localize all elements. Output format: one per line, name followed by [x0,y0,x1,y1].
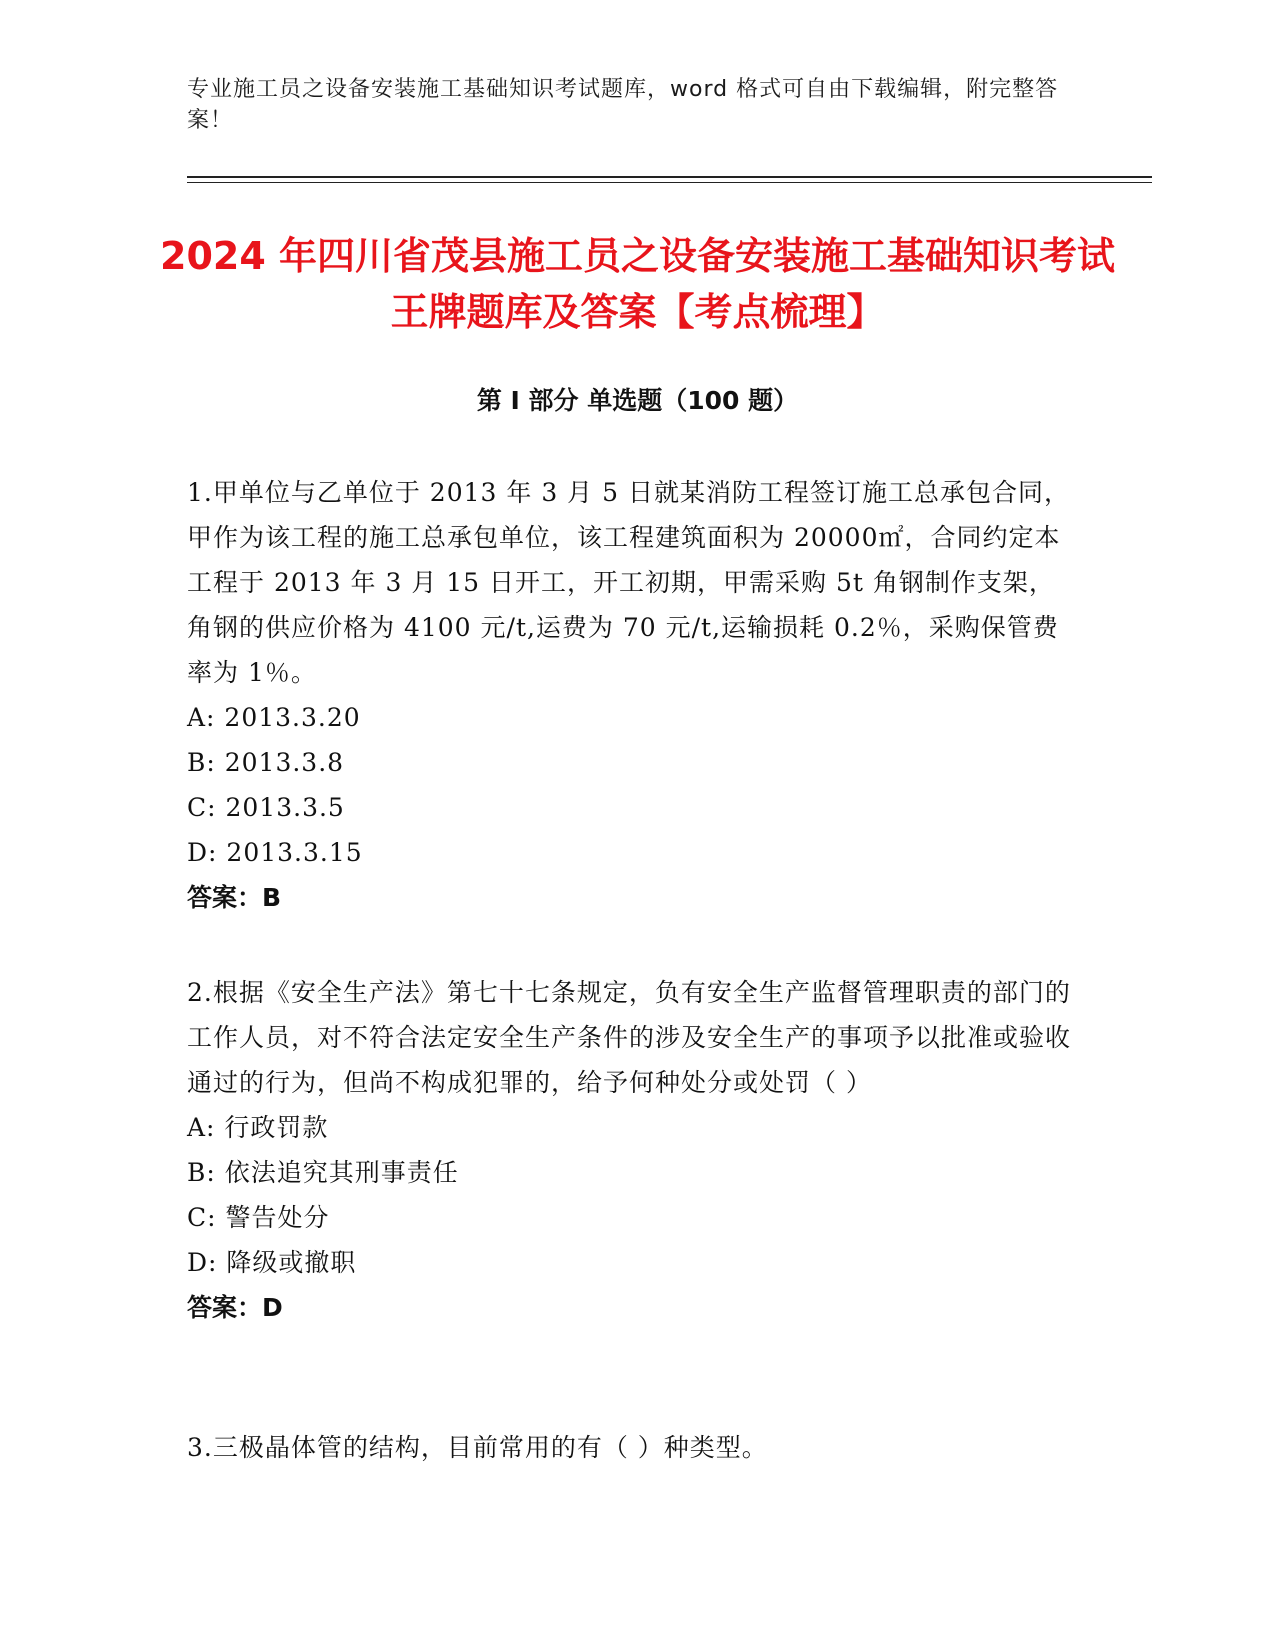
answer: 答案：D [187,1293,283,1322]
answer: 答案：B [187,883,282,912]
header-divider-thick [187,176,1152,178]
question-text: 1.甲单位与乙单位于 2013 年 3 月 5 日就某消防工程签订施工总承包合同，甲作为该工程的施工总承包单位，该工程建筑面积为 20000㎡，合同约定本工程于 2013 年 3 月 15 日开工，开工初期，甲需采购 5t 角钢制作支架，角钢的供应价格为 4100 元/t,运费为 70 元/t,运输损耗 0.2％，采购保管费率为 1％。 [187,478,1070,687]
question-2 [187,970,1077,1330]
section-heading: 第 I 部分 单选题（100 题） [476,386,799,415]
option-c: C: 2013.3.5 [187,793,345,822]
option-b: B: 依法追究其刑事责任 [187,1158,459,1187]
document-title: 2024 年四川省茂县施工员之设备安装施工基础知识考试王牌题库及答案【考点梳理】 [160,234,1115,334]
option-a: A: 2013.3.20 [187,703,361,732]
option-d: D: 2013.3.15 [187,838,363,867]
header-divider-thin [187,182,1152,183]
question-3 [187,1425,1077,1470]
header-note: 专业施工员之设备安装施工基础知识考试题库，word 格式可自由下载编辑，附完整答案！ [187,77,1059,133]
question-text: 2.根据《安全生产法》第七十七条规定，负有安全生产监督管理职责的部门的工作人员，对不符合法定安全生产条件的涉及安全生产的事项予以批准或验收通过的行为，但尚不构成犯罪的，给予何种处分或处罚（ ） [187,978,1072,1097]
question-text: 3.三极晶体管的结构，目前常用的有（ ）种类型。 [187,1433,768,1462]
question-1 [187,470,1077,920]
option-b: B: 2013.3.8 [187,748,345,777]
option-c: C: 警告处分 [187,1203,330,1232]
option-a: A: 行政罚款 [187,1113,329,1142]
option-d: D: 降级或撤职 [187,1248,357,1277]
